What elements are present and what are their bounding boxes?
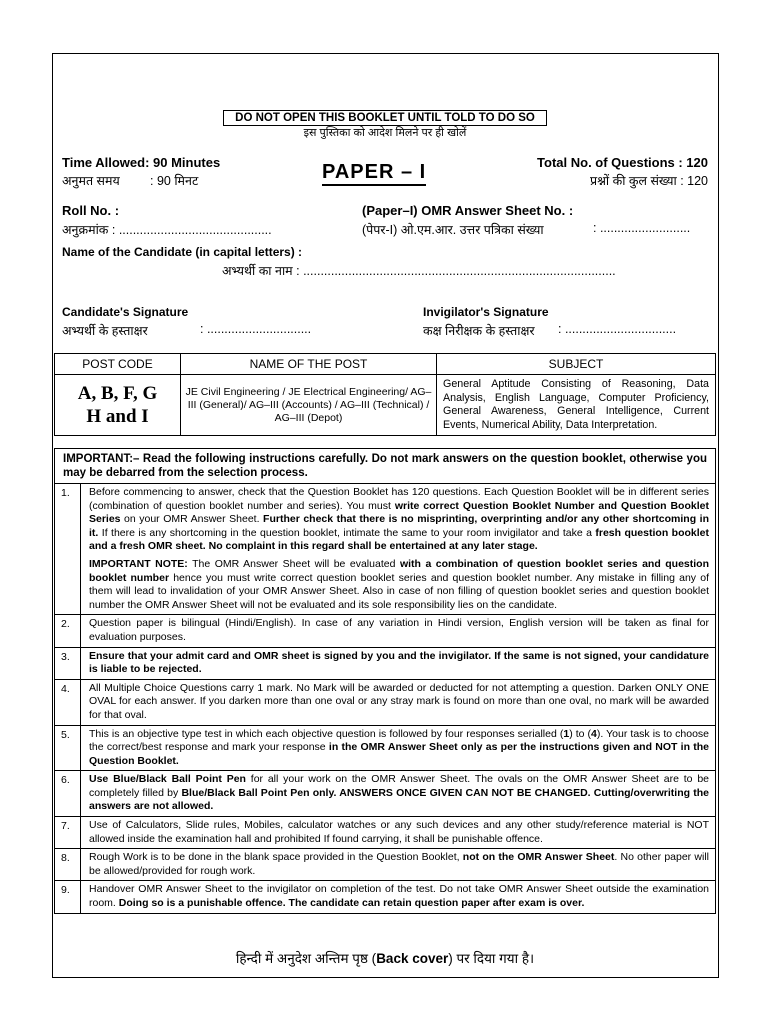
instruction-text-part: Further check that there is no misprinting, overprinting and/or any other shortcoming in it.	[89, 513, 709, 539]
post-code-cell	[55, 375, 181, 436]
instruction-number: 8.	[55, 849, 81, 880]
invigilator-signature-en: Invigilator's Signature	[423, 305, 549, 319]
instruction-text-part: This is an objective type test in which each objective question is followed by four responses serialled (	[89, 727, 564, 740]
instruction-text-part: Doing so is a punishable offence. The candidate can retain question paper after exam is over.	[118, 897, 585, 910]
instruction-text-part: All Multiple Choice Questions carry 1 mark. No Mark will be awarded or deducted for not attempting a question. Darken ONLY ONE OVAL for each answer. If you darken more than one oval or any stray mark is found on more than one oval, no mark will be awarded for that oval.	[89, 681, 709, 721]
important-note-part: with a combination of question booklet series and question booklet number	[89, 557, 710, 584]
do-not-open-notice	[223, 110, 547, 141]
instruction-text-part: . No other paper will be allowed/provided for rough work.	[89, 851, 709, 877]
instruction-text	[81, 648, 715, 679]
instruction-item	[55, 615, 715, 647]
instruction-text-part: for all your work on the OMR Answer Sheet. The ovals on the OMR Answer Sheet are to be completely filled by	[89, 773, 709, 799]
omr-sheet-no-hi-value: : ..........................	[593, 221, 691, 235]
post-code-line2: H and I	[86, 406, 149, 427]
instruction-text-part: 1	[563, 727, 570, 740]
instruction-text	[81, 484, 715, 614]
instruction-text-part: Question paper is bilingual (Hindi/English). In case of any variation in Hindi version, English version will be taken as final for evaluation purposes.	[89, 617, 709, 643]
time-allowed-en: Time Allowed: 90 Minutes	[62, 155, 221, 170]
invigilator-signature-hi-label: कक्ष निरीक्षक के हस्ताक्षर	[423, 324, 535, 338]
important-note-part: The OMR Answer Sheet will be evaluated	[187, 557, 400, 570]
post-names-cell: JE Civil Engineering / JE Electrical Engineering/ AG–III (General)/ AG–III (Accounts) / AG–III (Technical) / AG–III (Depot)	[181, 375, 437, 436]
instruction-text-part: Handover OMR Answer Sheet to the invigilator on completion of the test. Do not take OMR Answer Sheet outside the examination room.	[89, 883, 709, 910]
instruction-text-part: Ensure that your admit card and OMR sheet is signed by you and the invigilator. If the same is not signed, your candidature is liable to be rejected.	[89, 649, 709, 676]
footer-hi-before: हिन्दी में अनुदेश अन्तिम पृष्ठ (	[235, 951, 377, 966]
instruction-number: 5.	[55, 726, 81, 771]
instruction-text	[81, 849, 715, 880]
post-name-header: NAME OF THE POST	[181, 354, 437, 375]
total-questions-en: Total No. of Questions : 120	[537, 155, 708, 170]
instruction-number: 9.	[55, 881, 81, 912]
instruction-number: 4.	[55, 680, 81, 725]
instruction-text-part: in the OMR Answer Sheet only as per the instructions given and NOT in the Question Booklet.	[89, 741, 709, 767]
instruction-number: 7.	[55, 817, 81, 848]
instruction-text-part: write correct Question Booklet Number and Question Booklet Series	[89, 499, 709, 526]
instruction-text	[81, 726, 715, 771]
total-questions-hi: प्रश्नों की कुल संख्या : 120	[589, 174, 708, 188]
omr-sheet-no-hi-label: (पेपर-I) ओ.एम.आर. उत्तर पत्रिका संख्या	[362, 223, 544, 237]
instruction-text-part: Blue/Black Ball Point Pen only. ANSWERS ONCE GIVEN CAN NOT BE CHANGED. Cutting/overwriting the answers are not allowed.	[89, 786, 709, 813]
instruction-text-part: 4	[591, 727, 597, 740]
post-table	[54, 353, 716, 436]
instruction-number: 6.	[55, 771, 81, 816]
notice-hindi: इस पुस्तिका को आदेश मिलने पर ही खोलें	[303, 127, 467, 139]
candidate-signature-en: Candidate's Signature	[62, 305, 189, 319]
post-code-header: POST CODE	[55, 354, 181, 375]
instruction-text-part: Use of Calculators, Slide rules, Mobiles, calculator watches or any such devices and any other study/reference material is NOT allowed inside the examination hall and prohibited If found carrying, it shall be punishable offence.	[89, 819, 709, 845]
back-cover-note	[0, 949, 770, 967]
instruction-text-part: Rough Work is to be done in the blank space provided in the Question Booklet,	[89, 851, 463, 864]
time-allowed-hi-label: अनुमत समय	[62, 174, 120, 188]
roll-no-hi: अनुक्रमांक : ............................................	[62, 223, 272, 237]
instruction-item	[55, 881, 715, 912]
instruction-item	[55, 726, 715, 772]
instruction-item	[55, 771, 715, 817]
notice-english: DO NOT OPEN THIS BOOKLET UNTIL TOLD TO DO SO	[223, 110, 547, 126]
important-note	[89, 558, 709, 612]
candidate-name-hi: अभ्यर्थी का नाम : ..........................................................................................	[222, 264, 616, 278]
candidate-name-en: Name of the Candidate (in capital letters) :	[62, 245, 303, 259]
invigilator-signature-hi-value: : ................................	[558, 322, 677, 336]
instruction-number: 3.	[55, 648, 81, 679]
subject-header: SUBJECT	[437, 354, 716, 375]
roll-no-en: Roll No. :	[62, 203, 120, 218]
instruction-text	[81, 881, 715, 912]
instruction-text-part: not on the OMR Answer Sheet	[462, 851, 615, 864]
time-allowed-hi-value: : 90 मिनट	[150, 174, 199, 188]
instruction-text-part: ) to (	[569, 727, 592, 740]
omr-sheet-no-en: (Paper–I) OMR Answer Sheet No. :	[362, 203, 574, 218]
instruction-item	[55, 849, 715, 881]
footer-hi-after: ) पर दिया गया है।	[448, 951, 535, 966]
instruction-number: 2.	[55, 615, 81, 646]
instruction-item	[55, 680, 715, 726]
instruction-item	[55, 817, 715, 849]
instruction-text-part: If there is any shortcoming in the question booklet, intimate the same to your room invigilator and take a	[98, 526, 596, 539]
instruction-text-part: Use Blue/Black Ball Point Pen	[89, 773, 246, 786]
instruction-text-part: on your OMR Answer Sheet.	[120, 513, 264, 526]
instructions-heading: IMPORTANT:– Read the following instructions carefully. Do not mark answers on the question booklet, otherwise you may be debarred from the selection process.	[55, 449, 715, 484]
instruction-text	[81, 771, 715, 816]
candidate-signature-hi-label: अभ्यर्थी के हस्ताक्षर	[62, 324, 148, 338]
instruction-text-part: fresh question booklet and a fresh OMR sheet. No complaint in this regard shall be entertained at any later stage.	[89, 526, 709, 553]
instruction-number: 1.	[55, 484, 81, 614]
important-note-part: IMPORTANT NOTE:	[89, 557, 188, 570]
instruction-text	[81, 615, 715, 646]
important-note-part: hence you must write correct question booklet series and question booklet number. Any mistake in filling any of them will lead to invalidation of your OMR Answer Sheet. Also in case of non filling of question booklet series and question booklet number the OMR Answer Sheet will not be evaluated and its sole responsibility lies on the candidate.	[89, 571, 709, 611]
post-code-line1: A, B, F, G	[77, 383, 158, 404]
instruction-text-part: ). Your task is to choose the correct/best response and mark your response	[89, 727, 709, 754]
instruction-text	[81, 817, 715, 848]
subject-cell: General Aptitude Consisting of Reasoning, Data Analysis, English Language, Computer Proficiency, General Awareness, General Intelligence, Current Events, Numerical Ability, Data Interpretation.	[437, 375, 716, 436]
instruction-text-part: Before commencing to answer, check that the Question Booklet has 120 questions. Each Question Booklet will be in different series (combination of question booklet number and series). You must	[89, 486, 709, 512]
candidate-signature-hi-value: : ..............................	[200, 322, 312, 336]
instructions-box	[54, 448, 716, 914]
footer-back-cover: Back cover	[376, 951, 449, 966]
instruction-item	[55, 648, 715, 680]
instruction-item	[55, 484, 715, 615]
paper-title: PAPER – I	[322, 160, 426, 186]
instruction-text	[81, 680, 715, 725]
